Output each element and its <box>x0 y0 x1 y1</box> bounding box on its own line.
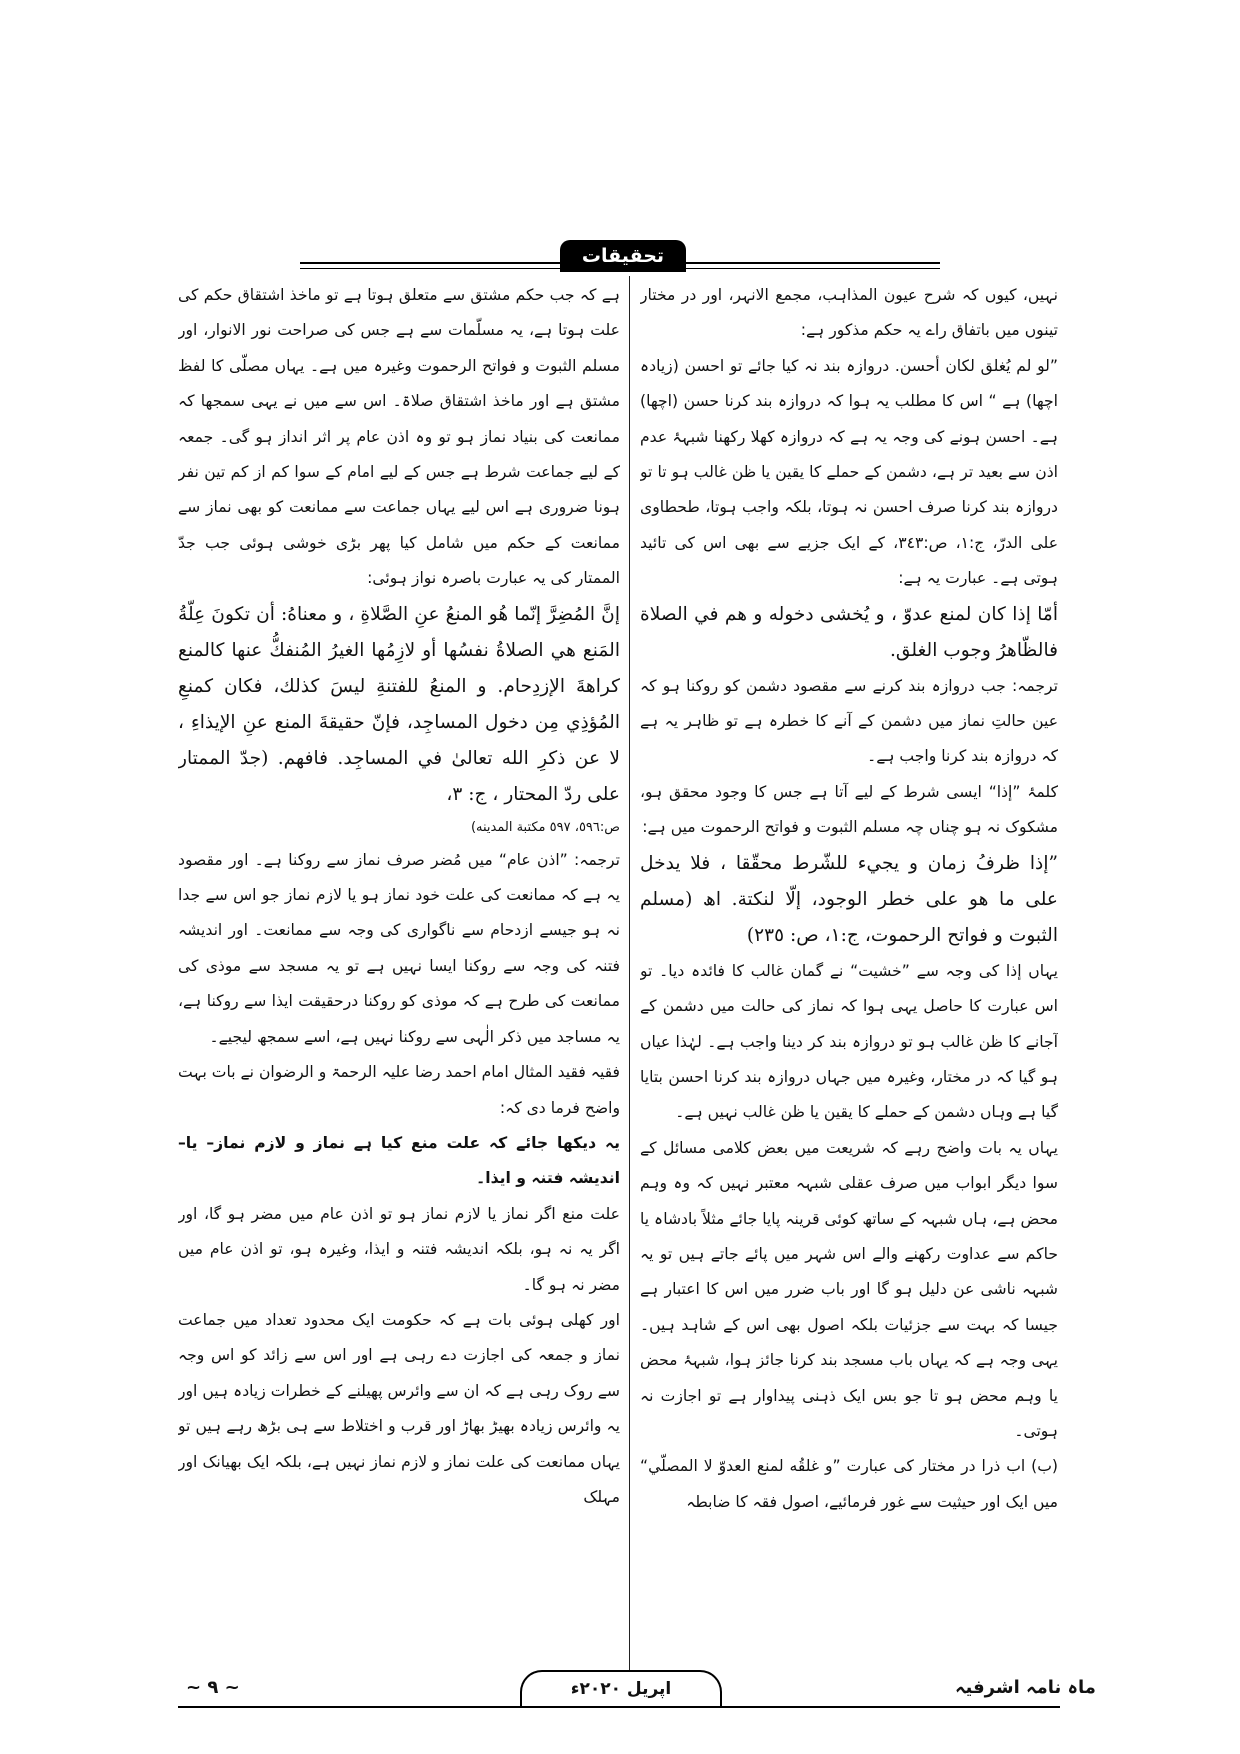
paragraph: ”لو لم يُغلق لكان أحسن. دروازہ بند نہ کیا جائے تو احسن (زیادہ اچھا) ہے “ اس کا مطلب یہ ہوا کہ دروازہ بند کرنا حسن (اچھا) ہے۔ احسن ہونے کی وجہ یہ ہے کہ دروازہ کھلا رکھنا شبہۂ عدم اذن سے بعید تر ہے، دشمن کے حملے کا یقین یا ظن غالب ہو تا تو دروازہ بند کرنا صرف احسن نہ ہوتا، بلکہ واجب ہوتا، طحطاوی علی الدرّ، ج:١، ص:٣٤٣، کے ایک جزیے سے بھی اس کی تائید ہوتی ہے۔ عبارت یہ ہے: <box>640 356 1058 588</box>
page-number: ~ ٩ ~ <box>186 1677 240 1698</box>
paragraph: نہیں، کیوں کہ شرح عیون المذاہب، مجمع الانہر، اور در مختار تینوں میں باتفاق راے یہ حکم مذکور ہے: <box>640 286 1058 340</box>
paragraph: علت منع اگر نماز یا لازم نماز ہو تو اذن عام میں مضر ہو گا، اور اگر یہ نہ ہو، بلکہ اندیشہ فتنہ و ایذا، وغیرہ ہو، تو اذن عام میں مضر نہ ہو گا۔ <box>178 1204 620 1294</box>
paragraph: اور کھلی ہوئی بات ہے کہ حکومت ایک محدود تعداد میں جماعت نماز و جمعہ کی اجازت دے رہی ہے اور اس سے زائد کو اس وجہ سے روک رہی ہے کہ ان سے وائرس پھیلنے کے خطرات زیادہ ہیں اور یہ وائرس زیادہ بھیڑ بھاڑ اور قرب و اختلاط سے ہی بڑھ رہے ہیں تو یہاں ممانعت کی علت نماز و لازم نماز نہیں ہے، بلکہ ایک بھیانک اور مہلک <box>178 1310 620 1506</box>
paragraph: کلمۂ ”إذا“ ایسی شرط کے لیے آتا ہے جس کا وجود محقق ہو، مشکوک نہ ہو چناں چہ مسلم الثبوت و فواتح الرحموت میں ہے: <box>640 782 1058 837</box>
arabic-quote: ”إذا ظرفُ زمان و يجيء للشّرط محقّقا ، فلا يدخل على ما هو على خطر الوجود، إلّا لنكتة. اھ (مسلم الثبوت و فواتح الرحموت، ج:١، ص: ٢٣٥) <box>640 852 1058 946</box>
paragraph: یہاں یہ بات واضح رہے کہ شریعت میں بعض کلامی مسائل کے سوا دیگر ابواب میں صرف عقلی شبہہ معتبر نہیں کہ وہ وہم محض ہے، ہاں شبہہ کے ساتھ کوئی قرینہ پایا جائے مثلاً بادشاہ یا حاکم سے عداوت رکھنے والے اس شہر میں پائے جاتے ہیں تو یہ شبہہ ناشی عن دلیل ہو گا اور باب ضرر میں اس کا اعتبار ہے جیسا کہ بہت سے جزئیات بلکہ اصول بھی اس کے شاہد ہیں۔ یہی وجہ ہے کہ یہاں باب مسجد بند کرنا جائز ہوا، شبہۂ محض یا وہم محض ہو تا جو بس ایک ذہنی پیداوار ہے تو اجازت نہ ہوتی۔ <box>640 1138 1058 1440</box>
paragraph: (ب) اب ذرا در مختار کی عبارت ”و غلقُه لمنع العدوّ لا المصلّي“ میں ایک اور حیثیت سے غور فرمائیے، اصول فقہ کا ضابطہ <box>640 1457 1058 1511</box>
citation: ص:٥٩٦، ٥٩٧ مكتبة المدينه) <box>470 819 620 835</box>
column-divider <box>629 276 630 1674</box>
arabic-quote: أمّا إذا كان لمنع عدوّ ، و يُخشى دخوله و هم في الصلاة فالظّاهرُ وجوب الغلق. <box>640 603 1058 661</box>
arabic-quote: إنَّ المُضِرَّ إنّما هُو المنعُ عنِ الصَّلاةِ ، و معناهُ: أن تكونَ عِلّةُ المَنع هي الصلاةُ نفسُها أو لازِمُها الغيرُ المُنفكُّ عنها كالمنع كراهةَ الإزدِحام. و المنعُ للفتنةِ ليسَ كذلك، فكان كمنعِ المُؤذِي مِن دخول المساجِد، فإنّ حقيقةَ المنع عنِ الإيذاءِ ، لا عن ذكرِ الله تعالىٰ في المساجِد. فافهم. (جدّ الممتار على ردّ المحتار ، ج: ٣، <box>178 603 620 805</box>
footer-rule <box>178 1706 1060 1708</box>
paragraph: فقیہ فقید المثال امام احمد رضا علیہ الرحمۃ و الرضوان نے بات بہت واضح فرما دی کہ: <box>178 1063 620 1117</box>
left-column <box>178 278 620 1678</box>
section-title: تحقیقات <box>560 240 686 272</box>
right-column <box>640 278 1058 1678</box>
paragraph: یہاں إذا کی وجہ سے ”خشیت“ نے گمان غالب کا فائدہ دیا۔ تو اس عبارت کا حاصل یہی ہوا کہ نماز کی حالت میں دشمن کے آجانے کا ظن غالب ہو تو دروازہ بند کر دینا واجب ہے۔ لہٰذا عیاں ہو گیا کہ در مختار، وغیرہ میں جہاں دروازہ بند کرنا احسن بتایا گیا ہے وہاں دشمن کے حملے کا یقین یا ظن غالب نہیں ہے۔ <box>640 961 1058 1122</box>
magazine-name: ماہ نامہ اشرفیہ <box>955 1677 1096 1698</box>
translation-paragraph: ترجمہ: ”اذن عام“ میں مُضر صرف نماز سے روکنا ہے۔ اور مقصود یہ ہے کہ ممانعت کی علت خود نماز ہو یا لازم نماز جو اس سے جدا نہ ہو جیسے ازدحام سے ناگواری کی وجہ سے ممانعت۔ اور اندیشہ فتنہ کی وجہ سے روکنا ایسا نہیں ہے تو یہ مسجد سے موذی کی ممانعت کی طرح ہے کہ موذی کو روکنا درحقیقت ایذا سے روکنا ہے، یہ مساجد میں ذکر الٰہی سے روکنا نہیں ہے، اسے سمجھ لیجیے۔ <box>178 850 620 1046</box>
paragraph: ہے کہ جب حکم مشتق سے متعلق ہوتا ہے تو ماخذ اشتقاق حکم کی علت ہوتا ہے، یہ مسلّمات سے ہے جس کی صراحت نور الانوار، اور مسلم الثبوت و فواتح الرحموت وغیرہ میں ہے۔ یہاں مصلّی کا لفظ مشتق ہے اور ماخذ اشتقاق صلاۃ۔ اس سے میں نے یہی سمجھا کہ ممانعت کی بنیاد نماز ہو تو وہ اذن عام پر اثر انداز ہو گی۔ جمعہ کے لیے جماعت شرط ہے جس کے لیے امام کے سوا کم از کم تین نفر ہونا ضروری ہے اس لیے یہاں جماعت سے ممانعت کو بھی نماز سے ممانعت کے حکم میں شامل کیا پھر بڑی خوشی ہوئی جب جدّ الممتار کی یہ عبارت باصرہ نواز ہوئی: <box>178 286 620 588</box>
translation-paragraph: ترجمہ: جب دروازہ بند کرنے سے مقصود دشمن کو روکنا ہو کہ عین حالتِ نماز میں دشمن کے آنے کا خطرہ ہے تو ظاہر یہ ہے کہ دروازہ بند کرنا واجب ہے۔ <box>640 676 1058 766</box>
ruling-statement: یہ دیکھا جائے کہ علت منع کیا ہے نماز و لازم نماز– یا– اندیشہ فتنہ و ایذا۔ <box>178 1133 620 1188</box>
issue-date: اپریل ۲۰۲۰ء <box>520 1670 722 1706</box>
